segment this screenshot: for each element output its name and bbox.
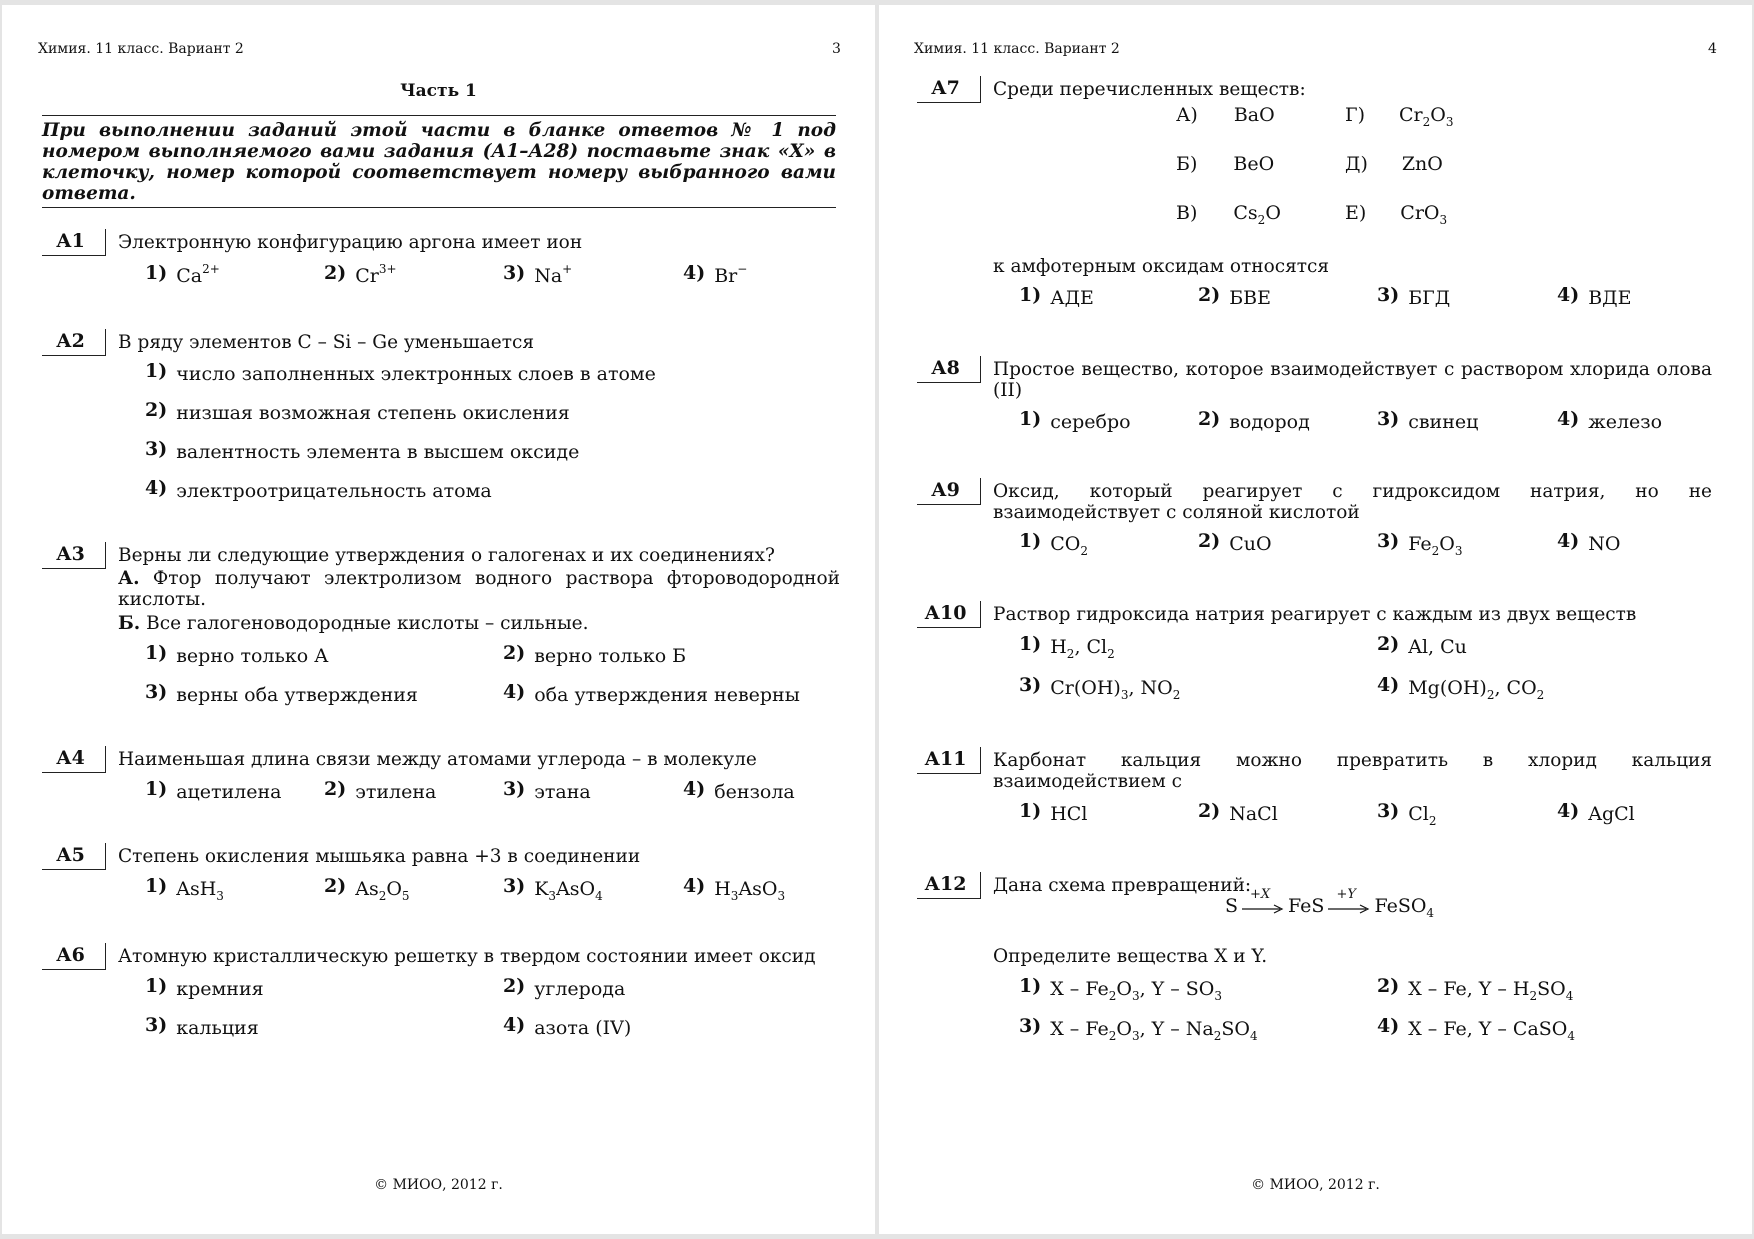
task-question-a3: Верны ли следующие утверждения о галогенах и их соединениях? — [118, 545, 775, 566]
option-a9-3[interactable]: 3) $Fe_2O_3$ — [1377, 530, 1463, 558]
task-label-a3: А3 — [42, 542, 106, 569]
task-question-a4: Наименьшая длина связи между атомами углерода – в молекуле — [118, 749, 757, 770]
substance-d: Д) ZnO — [1345, 153, 1443, 175]
option-a10-1[interactable]: 1) $H_2$, $Cl_2$ — [1019, 633, 1115, 661]
option-a2-1[interactable]: 1) число заполненных электронных слоев в атоме — [145, 360, 656, 385]
task-question-a12: Дана схема превращений: — [993, 875, 1252, 896]
option-a7-2[interactable]: 2) БВЕ — [1198, 284, 1272, 309]
statement-b: Б. Все галогеноводородные кислоты – сильные. — [118, 613, 589, 634]
option-a4-4[interactable]: 4) бензола — [683, 778, 795, 803]
arrow-y: +Y — [1328, 897, 1370, 917]
option-a9-1[interactable]: 1) $CO_2$ — [1019, 530, 1088, 558]
task-label-a6: А6 — [42, 943, 106, 970]
option-a4-3[interactable]: 3) этана — [503, 778, 591, 803]
option-a7-4[interactable]: 4) ВДЕ — [1557, 284, 1632, 309]
task-question-a10: Раствор гидроксида натрия реагирует с каждым из двух веществ — [993, 604, 1637, 625]
option-a10-2[interactable]: 2) Al, Cu — [1377, 633, 1467, 658]
task-label-a7: А7 — [917, 76, 981, 103]
page-left — [2, 5, 875, 1234]
option-a10-3[interactable]: 3) $Cr(OH)_3$, $NO_2$ — [1019, 674, 1181, 702]
option-a3-4[interactable]: 4) оба утверждения неверны — [503, 681, 800, 706]
statement-a: А. Фтор получают электролизом водного раствора фтороводородной кислоты. — [118, 568, 840, 610]
option-a2-2[interactable]: 2) низшая возможная степень окисления — [145, 399, 570, 424]
option-a5-2[interactable]: 2) $As_2O_5$ — [324, 875, 410, 903]
option-a6-1[interactable]: 1) кремния — [145, 975, 264, 1000]
substance-v: В) $Cs_2O$ — [1176, 202, 1281, 227]
option-a9-4[interactable]: 4) NO — [1557, 530, 1621, 555]
option-a8-2[interactable]: 2) водород — [1198, 408, 1310, 433]
task-question-a1: Электронную конфигурацию аргона имеет ион — [118, 232, 583, 253]
substance-a: А) BaO — [1176, 104, 1275, 126]
option-a10-4[interactable]: 4) $Mg(OH)_2$, $CO_2$ — [1377, 674, 1545, 702]
task-question-a6: Атомную кристаллическую решетку в твердом состоянии имеет оксид — [118, 946, 816, 967]
reaction-scheme: S +X FeS +Y FeSO$_4$ — [1225, 887, 1435, 920]
option-a1-3[interactable]: 3) Na+ — [503, 262, 573, 287]
option-a6-3[interactable]: 3) кальция — [145, 1014, 259, 1039]
option-a8-1[interactable]: 1) серебро — [1019, 408, 1131, 433]
task-label-a8: А8 — [917, 356, 981, 383]
option-a11-3[interactable]: 3) $Cl_2$ — [1377, 800, 1437, 828]
task-question-a8: Простое вещество, которое взаимодействует с раствором хлорида олова (II) — [993, 359, 1712, 401]
page-right — [879, 5, 1752, 1234]
option-a2-3[interactable]: 3) валентность элемента в высшем оксиде — [145, 438, 580, 463]
task-label-a10: А10 — [917, 601, 981, 628]
option-a1-4[interactable]: 4) Br− — [683, 262, 748, 287]
option-a3-2[interactable]: 2) верно только Б — [503, 642, 687, 667]
option-a4-1[interactable]: 1) ацетилена — [145, 778, 282, 803]
task-tail-a7: к амфотерным оксидам относятся — [993, 256, 1330, 277]
option-a11-2[interactable]: 2) NaCl — [1198, 800, 1278, 825]
option-a5-3[interactable]: 3) $K_3AsO_4$ — [503, 875, 603, 903]
option-a12-3[interactable]: 3) X – $Fe_2O_3$, Y – $Na_2SO_4$ — [1019, 1015, 1258, 1043]
option-a12-2[interactable]: 2) X – Fe, Y – $H_2SO_4$ — [1377, 975, 1574, 1003]
option-a8-4[interactable]: 4) железо — [1557, 408, 1663, 433]
option-a6-2[interactable]: 2) углерода — [503, 975, 626, 1000]
page-number: 4 — [1708, 41, 1717, 57]
task-question-a9: Оксид, который реагирует с гидроксидом натрия, но не взаимодействует с соляной кислотой — [993, 481, 1712, 523]
task-label-a1: А1 — [42, 229, 106, 256]
option-a3-1[interactable]: 1) верно только А — [145, 642, 329, 667]
option-a1-1[interactable]: 1) $Ca^{2+}$ — [145, 262, 220, 287]
option-a5-4[interactable]: 4) $H_3AsO_3$ — [683, 875, 786, 903]
task-label-a4: А4 — [42, 746, 106, 773]
task-question-a2: В ряду элементов C – Si – Ge уменьшается — [118, 332, 534, 353]
option-a11-4[interactable]: 4) AgCl — [1557, 800, 1635, 825]
page-number: 3 — [832, 41, 841, 57]
option-a12-1[interactable]: 1) X – $Fe_2O_3$, Y – $SO_3$ — [1019, 975, 1223, 1003]
option-a2-4[interactable]: 4) электроотрицательность атома — [145, 477, 492, 502]
option-a9-2[interactable]: 2) CuO — [1198, 530, 1272, 555]
task-label-a11: А11 — [917, 747, 981, 774]
option-a1-2[interactable]: 2) $Cr^{3+}$ — [324, 262, 397, 287]
task-label-a9: А9 — [917, 478, 981, 505]
option-a6-4[interactable]: 4) азота (IV) — [503, 1014, 632, 1039]
substance-g: Г) $Cr_2O_3$ — [1345, 104, 1454, 129]
task-label-a12: А12 — [917, 872, 981, 899]
option-a5-1[interactable]: 1) AsH$_3$ — [145, 875, 224, 903]
option-a3-3[interactable]: 3) верны оба утверждения — [145, 681, 418, 706]
task-label-a2: А2 — [42, 329, 106, 356]
footer: © МИОО, 2012 г. — [1251, 1177, 1380, 1193]
header-title: Химия. 11 класс. Вариант 2 — [38, 41, 244, 57]
footer: © МИОО, 2012 г. — [374, 1177, 503, 1193]
option-a12-4[interactable]: 4) X – Fe, Y – CaSO$_4$ — [1377, 1015, 1576, 1043]
header-title: Химия. 11 класс. Вариант 2 — [914, 41, 1120, 57]
task-question-a11: Карбонат кальция можно превратить в хлорид кальция взаимодействием с — [993, 750, 1712, 792]
option-a4-2[interactable]: 2) этилена — [324, 778, 437, 803]
instructions: При выполнении заданий этой части в бланке ответов № 1 под номером выполняемого вами задания (А1–А28) поставьте знак «Х» в клеточку, номер которой соответствует номеру выбранного вами ответа. — [42, 115, 836, 208]
part-title: Часть 1 — [400, 81, 477, 101]
task-label-a5: А5 — [42, 843, 106, 870]
substance-e: Е) CrO$_3$ — [1345, 202, 1448, 227]
task-question-a5: Степень окисления мышьяка равна +3 в соединении — [118, 846, 641, 867]
task-question-a7: Среди перечисленных веществ: — [993, 79, 1306, 100]
task-tail-a12: Определите вещества X и Y. — [993, 946, 1268, 967]
option-a7-3[interactable]: 3) БГД — [1377, 284, 1451, 309]
arrow-x: +X — [1242, 897, 1284, 917]
option-a11-1[interactable]: 1) HCl — [1019, 800, 1088, 825]
option-a8-3[interactable]: 3) свинец — [1377, 408, 1479, 433]
substance-b: Б) BeO — [1176, 153, 1275, 175]
option-a7-1[interactable]: 1) АДЕ — [1019, 284, 1094, 309]
